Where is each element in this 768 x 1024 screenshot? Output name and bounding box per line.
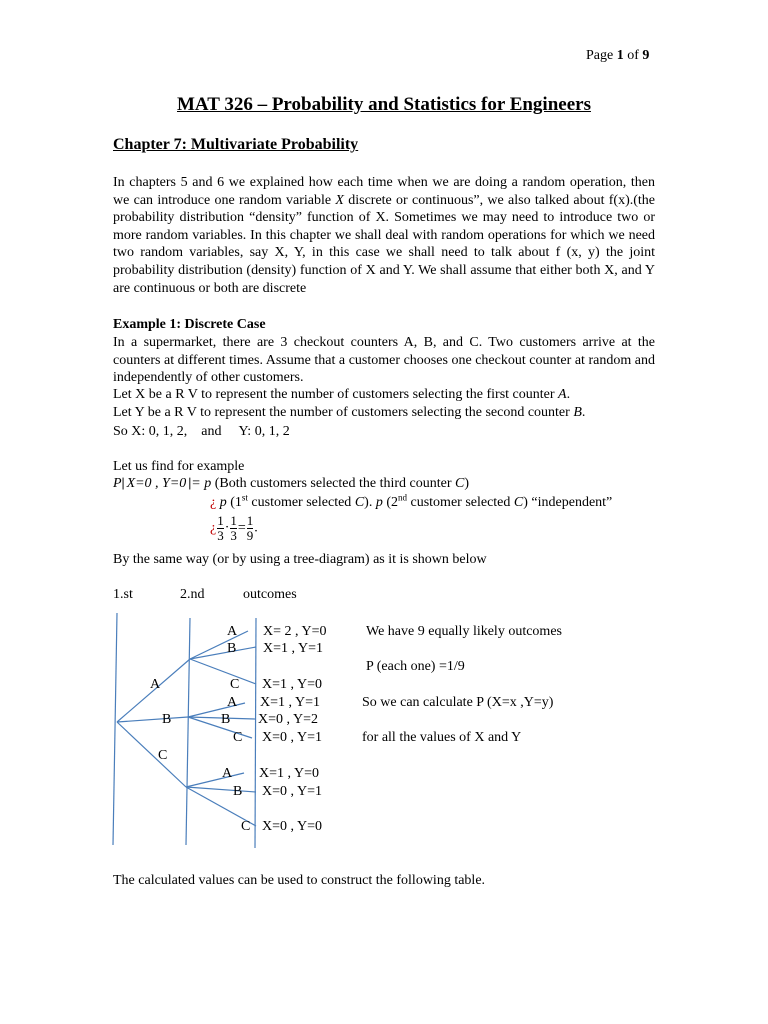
- line2-a: (1: [226, 495, 242, 510]
- outcome-label: X=1 , Y=1: [260, 695, 320, 710]
- x-definition: Let X be a R V to represent the number of customers selecting the first counter A.: [113, 387, 571, 402]
- same-way-text: By the same way (or by using a tree-diagram) as it is shown below: [113, 552, 487, 567]
- tree-first-c: C: [158, 748, 168, 763]
- example-description: In a supermarket, there are 3 checkout counters A, B, and C. Two customers arrive at the counters at different times. Assume that a customer chooses one checkout counter at random and independently of other customers.: [113, 335, 655, 386]
- formula-bar-close: ⎟: [186, 479, 192, 490]
- formula-bar-open: ⎜: [121, 479, 127, 490]
- branch-label: C: [230, 677, 240, 692]
- tree-first-b: B: [162, 712, 172, 727]
- page-prefix: Page: [586, 48, 617, 63]
- closing-text: The calculated values can be used to construct the following table.: [113, 873, 486, 888]
- branch-label: C: [241, 819, 251, 834]
- frac2-num: 1: [230, 513, 237, 528]
- variable-ranges: So X: 0, 1, 2, and Y: 0, 1, 2: [113, 424, 290, 439]
- formula-rhs-var: C: [455, 476, 465, 491]
- tree-col-outcomes: outcomes: [243, 587, 297, 602]
- intro-text-2: discrete or continuous”, we also talked about f(x).(the probability distribution “density” function of X. Sometimes we may need to introduce two or more random variables. In this chapter we shall deal with random operations for which we need two random variables, say X, Y, in this case we shall need to talk about f (x, y) the joint probability distribution (density) function of X and Y. We shall assume that either both X, and Y are continuous or both are discrete: [113, 192, 655, 296]
- frac1-num: 1: [217, 513, 224, 528]
- line2-c-var: C: [354, 495, 365, 510]
- trunk-line-1: [113, 613, 117, 845]
- line2-f: ) “independent”: [523, 495, 613, 510]
- tree-note-calculate: So we can calculate P (X=x ,Y=y): [362, 695, 554, 710]
- y-def-var: B: [573, 405, 582, 420]
- x-def-text: Let X be a R V to represent the number of customers selecting the first counter: [113, 387, 559, 402]
- tree-first-a: A: [150, 677, 161, 692]
- line2-sup1: st: [241, 492, 248, 503]
- outcome-label: X=1 , Y=0: [259, 766, 319, 781]
- outcome-label: X=0 , Y=1: [262, 784, 322, 799]
- tree-col-1st: 1.st: [113, 587, 133, 602]
- branch-label: B: [227, 641, 237, 656]
- trunk-line-2: [186, 618, 190, 845]
- chapter-heading: Chapter 7: Multivariate Probability: [113, 136, 359, 153]
- line2-p1: p: [216, 495, 227, 510]
- outcome-label: X=0 , Y=2: [258, 712, 318, 727]
- frac3-num: 1: [246, 513, 254, 528]
- outcome-label: X= 2 , Y=0: [263, 624, 327, 639]
- tree-note-equally-likely: We have 9 equally likely outcomes: [366, 624, 562, 639]
- branch-a-a: [190, 631, 248, 659]
- line2-sup2: nd: [398, 492, 407, 503]
- formula-period: .: [254, 520, 258, 536]
- branch-label: A: [222, 766, 233, 781]
- equals-sign: =: [237, 520, 246, 536]
- outcome-label: X=0 , Y=0: [262, 819, 322, 834]
- intro-text-1: In chapters 5 and 6 we explained how each time when we are doing a random operation, then we can introduce one random variable: [113, 175, 655, 208]
- document-title: MAT 326 – Probability and Statistics for Engineers: [177, 94, 591, 115]
- inverted-question-1: ¿: [210, 495, 217, 510]
- inverted-question-2: ¿: [210, 520, 217, 536]
- formula-lhs: P: [113, 476, 122, 491]
- line2-c: ).: [364, 495, 376, 510]
- branch-label: B: [221, 712, 231, 727]
- frac3-den: 9: [246, 528, 254, 543]
- line2-b: customer selected: [247, 495, 355, 510]
- x-def-var: A: [558, 387, 567, 402]
- branch-first-c: [117, 722, 186, 787]
- line2-d: (2: [382, 495, 398, 510]
- branch-first-b: [117, 717, 188, 722]
- tree-note-each-one: P (each one) =1/9: [366, 659, 465, 674]
- line2-f-var: C: [513, 495, 524, 510]
- formula-condition: X=0 , Y=0: [126, 476, 187, 491]
- outcome-label: X=1 , Y=1: [263, 641, 323, 656]
- branch-label: A: [227, 695, 238, 710]
- formula-eq: = p: [191, 476, 212, 491]
- y-definition: Let Y be a R V to represent the number of customers selecting the second counter B.: [113, 405, 586, 420]
- formula-rhs-end: ): [464, 476, 470, 491]
- multiply-dot: ·: [224, 520, 230, 536]
- page-current: 1: [616, 48, 624, 63]
- outcome-label: X=1 , Y=0: [262, 677, 322, 692]
- branch-label: A: [227, 624, 238, 639]
- page-of: of: [623, 48, 643, 63]
- line2-p2: p: [375, 495, 383, 510]
- page-total: 9: [642, 48, 650, 63]
- example-heading: Example 1: Discrete Case: [113, 317, 266, 332]
- trunk-line-3: [255, 618, 256, 848]
- y-def-text: Let Y be a R V to represent the number of customers selecting the second counter: [113, 405, 574, 420]
- branch-a-c: [190, 659, 256, 684]
- formula-rhs: (Both customers selected the third counter: [211, 476, 456, 491]
- frac1-den: 3: [217, 528, 224, 543]
- tree-note-all-values: for all the values of X and Y: [362, 730, 522, 745]
- outcome-label: X=0 , Y=1: [262, 730, 322, 745]
- intro-var-x: X: [335, 192, 344, 208]
- branch-b-c: [188, 717, 252, 738]
- line2-e: customer selected: [407, 495, 514, 510]
- find-example: Let us find for example: [113, 459, 245, 474]
- tree-col-2nd: 2.nd: [180, 587, 205, 602]
- branch-a-b: [190, 647, 256, 659]
- branch-label: B: [233, 784, 243, 799]
- branch-c-b: [186, 787, 256, 792]
- frac2-den: 3: [230, 528, 237, 543]
- branch-label: C: [233, 730, 243, 745]
